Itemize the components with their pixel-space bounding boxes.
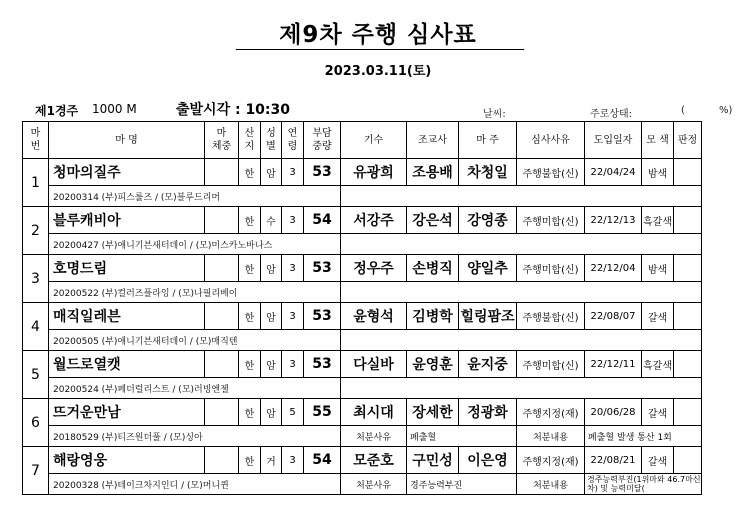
horse-number: 5 bbox=[23, 351, 49, 399]
weight-add-cell bbox=[205, 159, 239, 186]
review-reason: 주행미합(신) bbox=[517, 255, 585, 282]
pedigree-info: 20200314 (부)피스룰즈 / (모)블루드리머 bbox=[49, 186, 341, 207]
horse-name: 월드로열캣 bbox=[49, 351, 205, 378]
horse-name: 해랑영웅 bbox=[49, 447, 205, 474]
col-sex: 성 별 bbox=[261, 122, 282, 159]
coat-color: 갈색 bbox=[642, 447, 674, 474]
trainer-name: 김병학 bbox=[407, 303, 459, 330]
track-percent: %) bbox=[719, 105, 733, 116]
burden-weight: 55 bbox=[304, 399, 341, 426]
age-cell: 3 bbox=[282, 255, 304, 282]
coat-color: 흑갈색 bbox=[642, 351, 674, 378]
age-cell: 3 bbox=[282, 351, 304, 378]
review-reason: 주행미합(신) bbox=[517, 351, 585, 378]
origin-cell: 한 bbox=[239, 159, 261, 186]
disposition-detail-label: 처분내용 bbox=[517, 426, 585, 447]
intro-date: 20/06/28 bbox=[585, 399, 642, 426]
jockey-name: 다실바 bbox=[341, 351, 407, 378]
horse-name: 뜨거운만남 bbox=[49, 399, 205, 426]
table-row bbox=[23, 303, 702, 330]
table-row bbox=[23, 399, 702, 426]
origin-cell: 한 bbox=[239, 303, 261, 330]
table-row bbox=[23, 207, 702, 234]
pedigree-info: 20200427 (부)애니기븐새터데이 / (모)미스카노바나스 bbox=[49, 234, 341, 255]
pedigree-info: 20200505 (부)애니기븐새터데이 / (모)매직텐 bbox=[49, 330, 341, 351]
horse-number: 4 bbox=[23, 303, 49, 351]
table-subrow bbox=[23, 426, 702, 447]
jockey-name: 윤형석 bbox=[341, 303, 407, 330]
table-row bbox=[23, 351, 702, 378]
col-no: 마 번 bbox=[23, 122, 49, 159]
burden-weight: 53 bbox=[304, 159, 341, 186]
coat-color: 흑갈색 bbox=[642, 207, 674, 234]
disposition-reason-label: 처분사유 bbox=[341, 474, 407, 495]
age-cell: 3 bbox=[282, 447, 304, 474]
horse-name: 청마의질주 bbox=[49, 159, 205, 186]
intro-date: 22/12/11 bbox=[585, 351, 642, 378]
weather-label: 날씨: bbox=[483, 109, 506, 120]
intro-date: 22/04/24 bbox=[585, 159, 642, 186]
coat-color: 갈색 bbox=[642, 399, 674, 426]
table-row bbox=[23, 447, 702, 474]
track-condition-label: 주로상태: bbox=[590, 109, 633, 120]
col-weight-add: 마 체중 bbox=[205, 122, 239, 159]
age-cell: 3 bbox=[282, 303, 304, 330]
col-owner: 마 주 bbox=[459, 122, 517, 159]
horse-name: 매직일레븐 bbox=[49, 303, 205, 330]
jockey-name: 유광희 bbox=[341, 159, 407, 186]
col-trainer: 조교사 bbox=[407, 122, 459, 159]
review-reason: 주행불합(신) bbox=[517, 159, 585, 186]
verdict-cell bbox=[674, 399, 702, 426]
pedigree-info: 20180529 (부)티즈원더풀 / (모)싱아 bbox=[49, 426, 341, 447]
verdict-cell bbox=[674, 351, 702, 378]
pedigree-info: 20200524 (부)페더럴리스트 / (모)러빙엔젤 bbox=[49, 378, 341, 399]
weight-add-cell bbox=[205, 399, 239, 426]
table-subrow bbox=[23, 378, 702, 399]
review-reason: 주행불합(신) bbox=[517, 303, 585, 330]
trainer-name: 윤영훈 bbox=[407, 351, 459, 378]
empty-cell bbox=[341, 378, 702, 399]
owner-name: 이은영 bbox=[459, 447, 517, 474]
disposition-reason-value: 경주능력부진 bbox=[407, 474, 517, 495]
pedigree-info: 20200328 (부)테이크차지인디 / (모)머니퀸 bbox=[49, 474, 341, 495]
table-subrow bbox=[23, 330, 702, 351]
disposition-detail-value: 폐출혈 발생 통산 1회 bbox=[585, 426, 702, 447]
owner-name: 양일추 bbox=[459, 255, 517, 282]
page-title: 제9차 주행 심사표 bbox=[279, 22, 477, 48]
weight-add-cell bbox=[205, 351, 239, 378]
table-row bbox=[23, 255, 702, 282]
disposition-detail-value: 경주능력부진(1위마와 46.7마신 차) 및 능력미달( bbox=[585, 474, 702, 495]
origin-cell: 한 bbox=[239, 207, 261, 234]
weight-add-cell bbox=[205, 447, 239, 474]
table-subrow bbox=[23, 186, 702, 207]
col-reason: 심사사유 bbox=[517, 122, 585, 159]
col-age: 연 령 bbox=[282, 122, 304, 159]
trainer-name: 조용배 bbox=[407, 159, 459, 186]
empty-cell bbox=[341, 330, 702, 351]
verdict-cell bbox=[674, 255, 702, 282]
origin-cell: 한 bbox=[239, 447, 261, 474]
sex-cell: 암 bbox=[261, 255, 282, 282]
horse-name: 블루캐비아 bbox=[49, 207, 205, 234]
verdict-cell bbox=[674, 159, 702, 186]
table-subrow bbox=[23, 234, 702, 255]
origin-cell: 한 bbox=[239, 399, 261, 426]
burden-weight: 53 bbox=[304, 303, 341, 330]
jockey-name: 최시대 bbox=[341, 399, 407, 426]
horse-number: 2 bbox=[23, 207, 49, 255]
track-paren: ( bbox=[681, 105, 685, 116]
jockey-name: 서강주 bbox=[341, 207, 407, 234]
trainer-name: 손병직 bbox=[407, 255, 459, 282]
burden-weight: 53 bbox=[304, 255, 341, 282]
entry-table bbox=[22, 121, 702, 495]
trainer-name: 장세한 bbox=[407, 399, 459, 426]
disposition-detail-label: 처분내용 bbox=[517, 474, 585, 495]
trainer-name: 구민성 bbox=[407, 447, 459, 474]
horse-name: 호명드림 bbox=[49, 255, 205, 282]
col-jockey: 기수 bbox=[341, 122, 407, 159]
col-burden: 부담 중량 bbox=[304, 122, 341, 159]
jockey-name: 모준호 bbox=[341, 447, 407, 474]
owner-name: 강영종 bbox=[459, 207, 517, 234]
horse-number: 7 bbox=[23, 447, 49, 495]
sex-cell: 암 bbox=[261, 399, 282, 426]
owner-name: 윤지중 bbox=[459, 351, 517, 378]
horse-number: 1 bbox=[23, 159, 49, 207]
sex-cell: 수 bbox=[261, 207, 282, 234]
origin-cell: 한 bbox=[239, 255, 261, 282]
empty-cell bbox=[341, 234, 702, 255]
age-cell: 5 bbox=[282, 399, 304, 426]
col-color: 모 색 bbox=[642, 122, 674, 159]
verdict-cell bbox=[674, 303, 702, 330]
coat-color: 갈색 bbox=[642, 303, 674, 330]
horse-number: 3 bbox=[23, 255, 49, 303]
weight-add-cell bbox=[205, 255, 239, 282]
intro-date: 22/08/21 bbox=[585, 447, 642, 474]
race-number: 제1경주 bbox=[35, 104, 79, 118]
review-reason: 주행지정(재) bbox=[517, 399, 585, 426]
horse-number: 6 bbox=[23, 399, 49, 447]
coat-color: 밤색 bbox=[642, 255, 674, 282]
owner-name: 힐링팜조 bbox=[459, 303, 517, 330]
trainer-name: 강은석 bbox=[407, 207, 459, 234]
burden-weight: 54 bbox=[304, 207, 341, 234]
title-underline bbox=[236, 49, 524, 50]
jockey-name: 정우주 bbox=[341, 255, 407, 282]
verdict-cell bbox=[674, 447, 702, 474]
empty-cell bbox=[341, 186, 702, 207]
sex-cell: 암 bbox=[261, 351, 282, 378]
start-time: 출발시각 : 10:30 bbox=[176, 102, 291, 118]
disposition-reason-label: 처분사유 bbox=[341, 426, 407, 447]
coat-color: 밤색 bbox=[642, 159, 674, 186]
race-distance: 1000 M bbox=[92, 102, 137, 116]
col-name: 마 명 bbox=[49, 122, 205, 159]
review-reason: 주행미합(신) bbox=[517, 207, 585, 234]
table-subrow bbox=[23, 282, 702, 303]
header-row bbox=[23, 122, 702, 159]
verdict-cell bbox=[674, 207, 702, 234]
disposition-reason-value: 폐출혈 bbox=[407, 426, 517, 447]
empty-cell bbox=[341, 282, 702, 303]
sex-cell: 암 bbox=[261, 159, 282, 186]
age-cell: 3 bbox=[282, 207, 304, 234]
intro-date: 22/12/13 bbox=[585, 207, 642, 234]
sex-cell: 거 bbox=[261, 447, 282, 474]
col-date: 도입일자 bbox=[585, 122, 642, 159]
intro-date: 22/08/07 bbox=[585, 303, 642, 330]
pedigree-info: 20200522 (부)컬러즈플라잉 / (모)나필리베이 bbox=[49, 282, 341, 303]
review-reason: 주행지정(재) bbox=[517, 447, 585, 474]
col-verdict: 판정 bbox=[674, 122, 702, 159]
burden-weight: 54 bbox=[304, 447, 341, 474]
age-cell: 3 bbox=[282, 159, 304, 186]
col-origin: 산 지 bbox=[239, 122, 261, 159]
burden-weight: 53 bbox=[304, 351, 341, 378]
owner-name: 차청일 bbox=[459, 159, 517, 186]
origin-cell: 한 bbox=[239, 351, 261, 378]
table-row bbox=[23, 159, 702, 186]
owner-name: 정광화 bbox=[459, 399, 517, 426]
sex-cell: 암 bbox=[261, 303, 282, 330]
weight-add-cell bbox=[205, 207, 239, 234]
race-date: 2023.03.11(토) bbox=[324, 64, 432, 79]
weight-add-cell bbox=[205, 303, 239, 330]
table-subrow bbox=[23, 474, 702, 495]
intro-date: 22/12/04 bbox=[585, 255, 642, 282]
